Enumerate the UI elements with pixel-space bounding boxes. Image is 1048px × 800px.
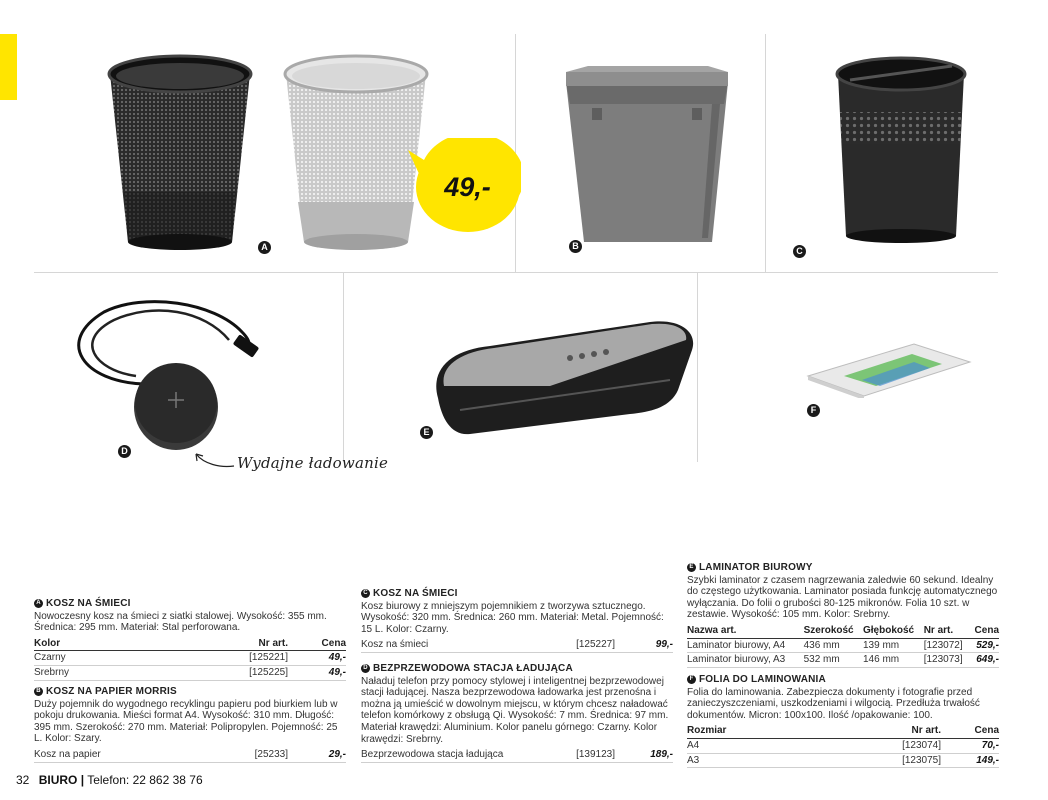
product-f-description: Folia do laminowania. Zabezpiecza dokumenty i fotografie przed zanieczyszczeniami, uszkodzeniami i wilgocią. Przedłuża trwałość dokumentów. Micron: 100x100. Ilość /opakowanie: 100.: [687, 686, 980, 721]
product-b-table: [34, 748, 346, 763]
product-e-description: Szybki laminator z czasem nagrzewania zaledwie 60 sekund. Idealny do częstego użytkowania. Laminator posiada funkcję automatycznego wyłączania. Do folii o grubości 80-125 mikronów. Folia 10 szt. w zestawie. Wysokość: 105 mm. Kolor: Srebrny.: [687, 574, 998, 621]
cell-name: Laminator biurowy, A4: [687, 638, 804, 653]
table-header-row: [687, 724, 999, 738]
cell-nr-art: [139123]: [560, 748, 615, 762]
product-b-block: [34, 686, 346, 763]
product-b-title: KOSZ NA PAPIER MORRIS: [46, 686, 177, 697]
table-row: [34, 665, 346, 680]
cell-cena: 49,-: [288, 651, 346, 666]
cell-cena: 529,-: [970, 638, 999, 653]
cell-nr-art: [123072]: [924, 638, 970, 653]
product-a-heading: [34, 598, 346, 610]
cell-name: Laminator biurowy, A3: [687, 653, 804, 668]
product-a-table: [34, 637, 346, 681]
product-e-block: [687, 562, 999, 668]
product-c-heading: [361, 588, 673, 600]
cell-rozmiar: A4: [687, 738, 815, 753]
cell-nr-art: [125221]: [154, 651, 288, 666]
product-d-description: Naładuj telefon przy pomocy stylowej i inteligentnej bezprzewodowej stacji ładującej. Nasza bezprzewodowa ładowarka jest przenośna i można ją umieścić w dowolnym miejscu, w którym chcesz naładować telefon komórkowy z obsługą Qi. Wysokość: 7 mm. Średnica: 97 mm. Materiał krawędzi: Aluminium. Kolor panelu górnego: Czarny. Kolor krawędzi: Srebrny.: [361, 675, 669, 745]
marker-d: D: [118, 445, 131, 458]
table-row: [687, 653, 999, 668]
col-header-glebokosc: Głębokość: [863, 624, 924, 638]
product-d-block: [361, 663, 673, 763]
section-name: BIURO: [38, 773, 78, 787]
cell-cena: 29,-: [288, 748, 346, 762]
arrow-icon: [190, 448, 236, 470]
table-row: [361, 748, 673, 762]
cell-nr-art: [125225]: [154, 665, 288, 680]
product-e-title: LAMINATOR BIUROWY: [699, 562, 813, 573]
table-row: [687, 638, 999, 653]
product-c-description: Kosz biurowy z mniejszym pojemnikiem z tworzywa sztucznego. Wysokość: 320 mm. Średnica: 260 mm. Materiał: Metal. Pojemność: 15 L. Kolor: Czarny.: [361, 600, 664, 635]
product-e-heading: [687, 562, 999, 574]
marker-e: E: [420, 426, 433, 439]
product-d-title: BEZPRZEWODOWA STACJA ŁADUJĄCA: [373, 663, 573, 674]
table-row: [687, 753, 999, 768]
cell-nr-art: [123073]: [924, 653, 970, 668]
col-header-nazwa: Nazwa art.: [687, 624, 804, 638]
col-header-nr-art: Nr art.: [154, 637, 288, 651]
product-f-table: [687, 724, 999, 768]
divider-horizontal: [34, 272, 998, 273]
table-row: [361, 638, 673, 652]
cell-name: Kosz na papier: [34, 748, 203, 762]
product-f-block: [687, 674, 999, 768]
col-header-szerokosc: Szerokość: [804, 624, 863, 638]
product-c-table: [361, 638, 673, 653]
yellow-page-tab: [0, 34, 17, 100]
black-perforated-bin-image: [830, 52, 972, 246]
product-d-table: [361, 748, 673, 763]
product-d-marker: D: [361, 664, 370, 673]
footer-phone: Telefon: 22 862 38 76: [87, 773, 203, 787]
marker-b: B: [569, 240, 582, 253]
col-header-cena: Cena: [288, 637, 346, 651]
table-header-row: [34, 637, 346, 651]
cell-kolor: Czarny: [34, 651, 154, 666]
product-d-heading: [361, 663, 673, 675]
cell-szerokosc: 532 mm: [804, 653, 863, 668]
cell-nr-art: [125227]: [522, 638, 615, 652]
col-header-cena: Cena: [970, 624, 999, 638]
footer-separator: |: [80, 773, 85, 787]
table-header-row: [687, 624, 999, 638]
table-row: [34, 748, 346, 762]
handwritten-note: Wydajne ładowanie: [237, 454, 389, 472]
product-c-marker: C: [361, 589, 370, 598]
product-a-block: [34, 598, 346, 681]
product-b-description: Duży pojemnik do wygodnego recyklingu papieru pod biurkiem lub w pokoju drukowania. Mieści format A4. Wysokość: 310 mm. Długość: 395 mm. Szerokość: 270 mm. Materiał: Polipropylen. Pojemność: 25 L. Kolor: Szary.: [34, 698, 338, 745]
page-number: 32: [16, 773, 30, 787]
laminating-pouches-image: [804, 338, 972, 398]
cell-nr-art: [123075]: [815, 753, 941, 768]
marker-c: C: [793, 245, 806, 258]
product-e-marker: E: [687, 563, 696, 572]
product-f-title: FOLIA DO LAMINOWANIA: [699, 674, 826, 685]
cell-glebokosc: 139 mm: [863, 638, 924, 653]
product-a-marker: A: [34, 599, 43, 608]
cell-kolor: Srebrny: [34, 665, 154, 680]
divider-vertical-3: [343, 272, 344, 462]
table-row: [687, 738, 999, 753]
cell-rozmiar: A3: [687, 753, 815, 768]
cell-cena: 70,-: [941, 738, 999, 753]
cell-cena: 649,-: [970, 653, 999, 668]
col-header-nr-art: Nr art.: [815, 724, 941, 738]
product-c-block: [361, 588, 673, 653]
marker-f: F: [807, 404, 820, 417]
product-a-description: Nowoczesny kosz na śmieci z siatki stalowej. Wysokość: 355 mm. Średnica: 295 mm. Materiał: Stal perforowana.: [34, 610, 327, 634]
cell-cena: 149,-: [941, 753, 999, 768]
page-footer: [16, 773, 203, 787]
product-c-title: KOSZ NA ŚMIECI: [373, 588, 458, 599]
cell-nr-art: [25233]: [203, 748, 288, 762]
grey-paper-bin-image: [562, 62, 732, 252]
cell-nr-art: [123074]: [815, 738, 941, 753]
wireless-charger-image: [64, 292, 284, 457]
laminator-image: [430, 310, 698, 440]
black-mesh-bin-image: [104, 52, 256, 252]
product-b-heading: [34, 686, 346, 698]
cell-name: Bezprzewodowa stacja ładująca: [361, 748, 560, 762]
cell-glebokosc: 146 mm: [863, 653, 924, 668]
col-header-kolor: Kolor: [34, 637, 154, 651]
product-a-title: KOSZ NA ŚMIECI: [46, 598, 131, 609]
price-badge-text: 49,-: [444, 171, 491, 202]
col-header-rozmiar: Rozmiar: [687, 724, 815, 738]
price-badge: [406, 138, 521, 236]
cell-cena: 189,-: [615, 748, 673, 762]
product-e-table: [687, 624, 999, 668]
cell-cena: 49,-: [288, 665, 346, 680]
cell-name: Kosz na śmieci: [361, 638, 522, 652]
product-b-marker: B: [34, 687, 43, 696]
divider-vertical-2: [765, 34, 766, 272]
col-header-nr-art: Nr art.: [924, 624, 970, 638]
cell-szerokosc: 436 mm: [804, 638, 863, 653]
product-f-marker: F: [687, 675, 696, 684]
cell-cena: 99,-: [615, 638, 673, 652]
table-row: [34, 651, 346, 666]
marker-a: A: [258, 241, 271, 254]
product-f-heading: [687, 674, 999, 686]
col-header-cena: Cena: [941, 724, 999, 738]
